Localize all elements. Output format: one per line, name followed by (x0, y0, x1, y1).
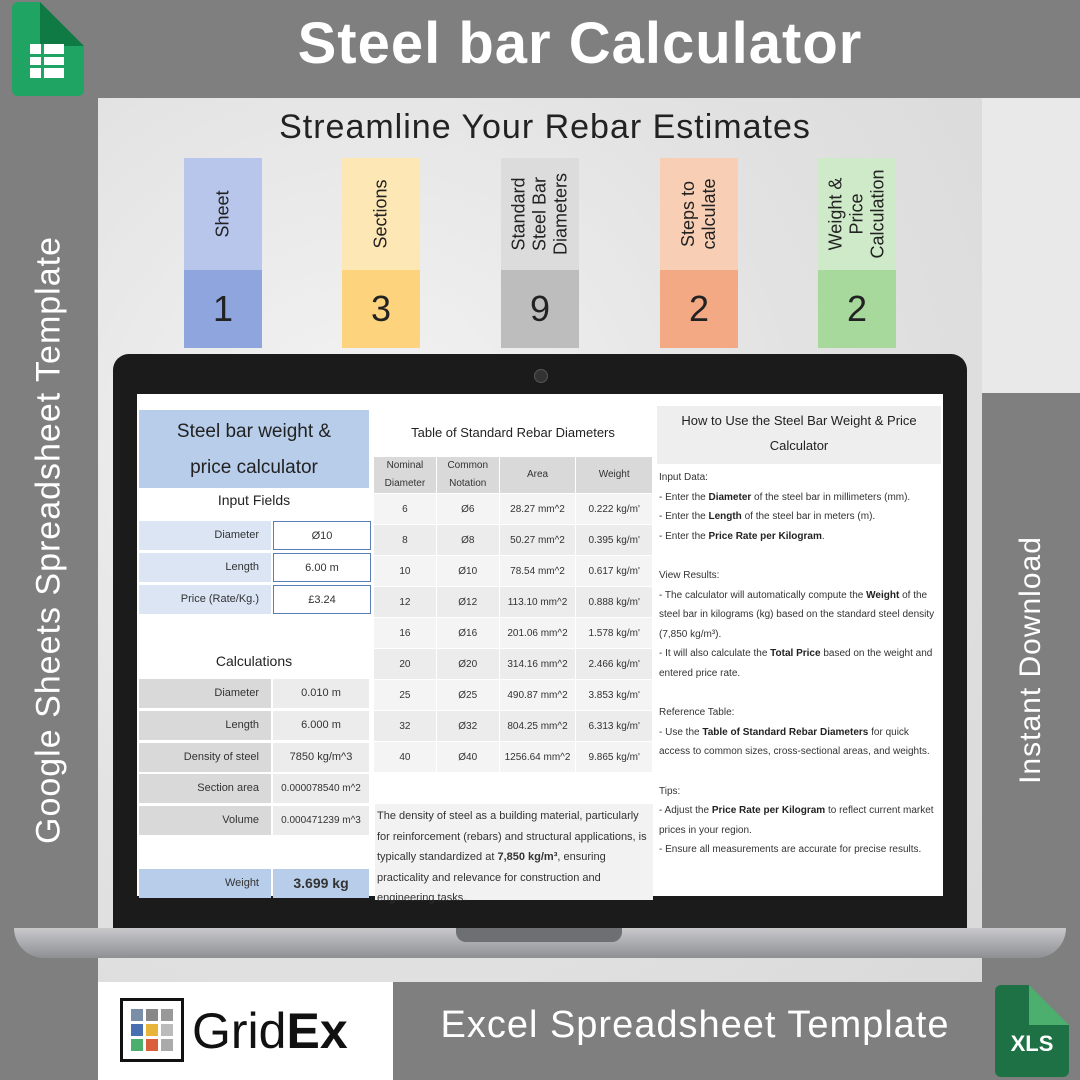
table-row: 40 Ø40 1256.64 mm^2 9.865 kg/m' (374, 742, 653, 773)
col-header: Area (499, 457, 576, 494)
laptop-screen (137, 394, 943, 904)
calculations-heading: Calculations (215, 653, 293, 669)
stat-label: Steps to calculate (678, 178, 719, 250)
price-input[interactable]: £3.24 (273, 585, 371, 614)
stat-value: 2 (660, 270, 738, 348)
col-header: Weight (576, 457, 653, 494)
stat-label: Sheet (212, 190, 233, 238)
howto-title: How to Use the Steel Bar Weight & Price Calculator (657, 406, 941, 464)
table-row: 16 Ø16 201.06 mm^2 1.578 kg/m' (374, 618, 653, 649)
camera-icon (534, 369, 548, 383)
calc-row-density: Density of steel 7850 kg/m^3 (139, 743, 369, 772)
input-row-price: Price (Rate/Kg.) £3.24 (139, 585, 369, 614)
excel-template-label: Excel Spreadsheet Template (440, 1004, 950, 1046)
table-row: 12 Ø12 113.10 mm^2 0.888 kg/m' (374, 587, 653, 618)
weight-result: 3.699 kg (273, 869, 369, 898)
input-fields-heading: Input Fields (217, 492, 291, 508)
gridex-logo-icon (120, 998, 184, 1062)
google-sheets-icon (12, 2, 84, 96)
table-row: 32 Ø32 804.25 mm^2 6.313 kg/m' (374, 711, 653, 742)
stat-label: Sections (370, 179, 391, 249)
page-title: Steel bar Calculator (297, 11, 863, 76)
stat-value: 9 (501, 270, 579, 348)
density-note: The density of steel as a building material, particularly for reinforcement (rebars) and structural applications, is typically standardized at 7,850 kg/m³, ensuring practicality and relevance for construction and engineering tasks. (375, 804, 653, 900)
diameter-input[interactable]: Ø10 (273, 521, 371, 550)
side-label-left: Google Sheets Spreadsheet Template (29, 236, 68, 844)
length-input[interactable]: 6.00 m (273, 553, 371, 582)
stat-value: 3 (342, 270, 420, 348)
excel-xls-icon: XLS (995, 985, 1069, 1077)
table-row: 20 Ø20 314.16 mm^2 2.466 kg/m' (374, 649, 653, 680)
stat-sections (342, 158, 420, 348)
page-subtitle: Streamline Your Rebar Estimates (279, 108, 811, 146)
table-row: 10 Ø10 78.54 mm^2 0.617 kg/m' (374, 556, 653, 587)
calc-row-diameter: Diameter 0.010 m (139, 679, 369, 708)
side-label-right: Instant Download (1014, 536, 1047, 784)
calc-row-section-area: Section area 0.000078540 m^2 (139, 774, 369, 803)
stat-diameters (501, 158, 579, 348)
stat-sheet (184, 158, 262, 348)
table-row: 25 Ø25 490.87 mm^2 3.853 kg/m' (374, 680, 653, 711)
calc-row-length: Length 6.000 m (139, 711, 369, 740)
col-header: Nominal Diameter (374, 457, 437, 494)
stat-value: 2 (818, 270, 896, 348)
col-header: Common Notation (436, 457, 499, 494)
input-row-diameter: Diameter Ø10 (139, 521, 369, 550)
stat-label: Standard Steel Bar Diameters (508, 172, 571, 256)
stat-label: Weight & Price Calculation (825, 169, 888, 259)
stat-value: 1 (184, 270, 262, 348)
howto-text: Input Data: - Enter the Diameter of the steel bar in millimeters (mm). - Enter the Length of the steel bar in meters (m). - Enter the Price Rate per Kilogram. View Results: - The calculator will automatically compute the Weight of the steel bar in kilograms (kg) based on the standard steel density (7,850 kg/m³). - It will also calculate the Total Price based on the weight and entered price rate. Reference Table: - Use the Table of Standard Rebar Diameters for quick access to common sizes, cross-sectional areas, and weights. Tips: - Adjust the Price Rate per Kilogram to reflect current market prices in your region. - Ensure all measurements are accurate for precise results. (659, 472, 935, 856)
table-row: 8 Ø8 50.27 mm^2 0.395 kg/m' (374, 525, 653, 556)
weight-result-row: Weight 3.699 kg (139, 869, 369, 898)
calc-row-volume: Volume 0.000471239 m^3 (139, 806, 369, 835)
laptop-notch (456, 928, 622, 942)
stat-steps (660, 158, 738, 348)
rebar-table (373, 456, 653, 773)
input-row-length: Length 6.00 m (139, 553, 369, 582)
rebar-table-title: Table of Standard Rebar Diameters (373, 410, 653, 457)
calculator-title: Steel bar weight & price calculator (139, 410, 369, 488)
stat-weight-price (818, 158, 896, 348)
table-row: 6 Ø6 28.27 mm^2 0.222 kg/m' (374, 494, 653, 525)
